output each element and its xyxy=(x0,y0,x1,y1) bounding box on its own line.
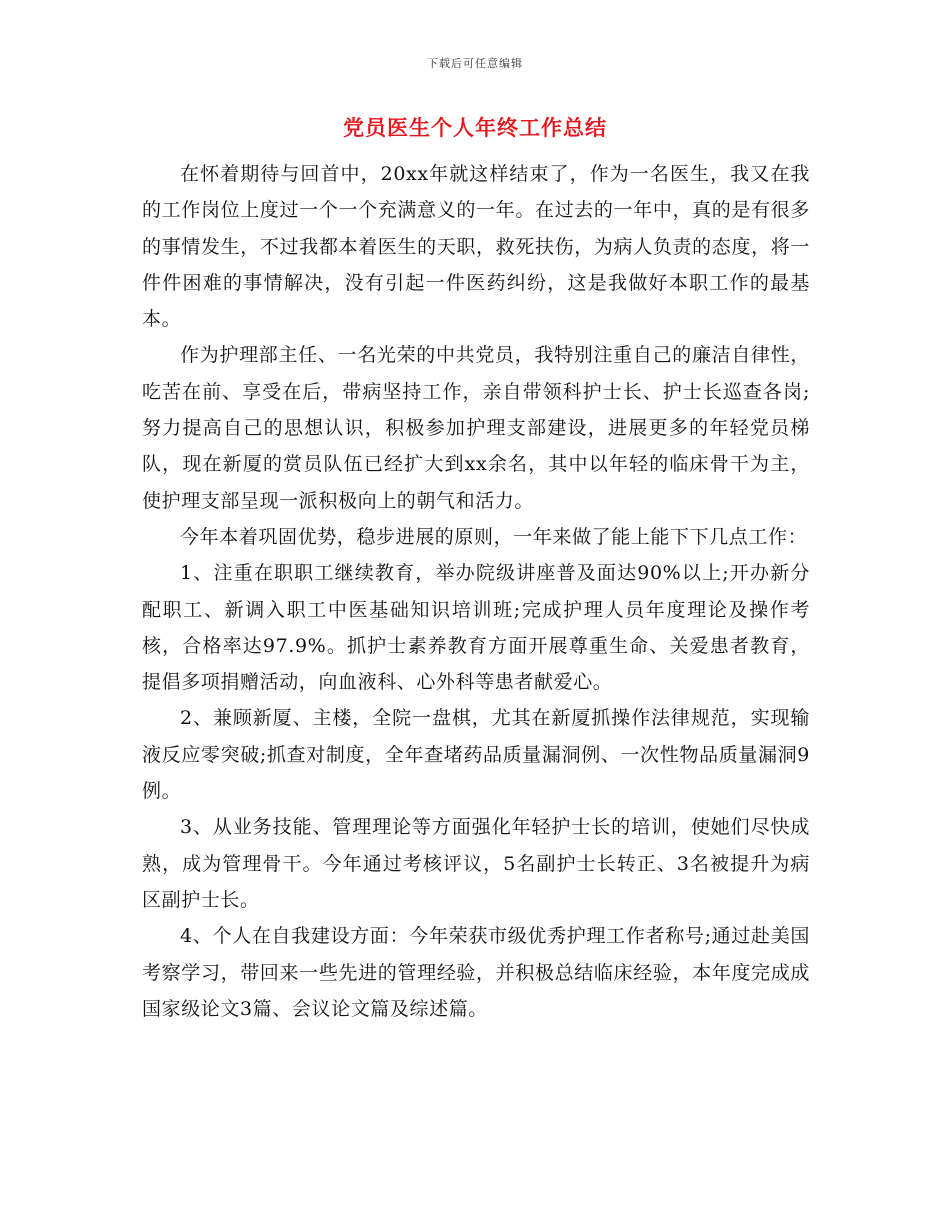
paragraph-work-summary-lead: 今年本着巩固优势，稳步进展的原则，一年来做了能上能下下几点工作： xyxy=(180,525,808,548)
paragraph-item-3: 3、从业务技能、管理理论等方面强化年轻护士长的培训，使她们尽快成熟，成为管理骨干。今年通过考核评议，5名副护士长转正、3名被提升为病区副护士长。 xyxy=(142,816,810,911)
paragraph-item-1: 1、注重在职职工继续教育，举办院级讲座普及面达90%以上;开办新分配职工、新调入职工中医基础知识培训班;完成护理人员年度理论及操作考核，合格率达97.9%。抓护士素养教育方面开展尊重生命、关爱患者教育，提倡多项捐赠活动，向血液科、心外科等患者献爱心。 xyxy=(142,562,810,694)
header-note: 下载后可任意编辑 xyxy=(427,57,523,70)
paragraph-intro: 在怀着期待与回首中，20xx年就这样结束了，作为一名医生，我又在我的工作岗位上度过一个一个充满意义的一年。在过去的一年中，真的是有很多的事情发生，不过我都本着医生的天职，救死扶伤，为病人负责的态度，将一件件困难的事情解决，没有引起一件医药纠纷，这是我做好本职工作的最基本。 xyxy=(142,163,810,331)
document-title: 党员医生个人年终工作总结 xyxy=(343,115,607,140)
document-body xyxy=(142,156,810,1027)
paragraph-item-4: 4、个人在自我建设方面：今年荣获市级优秀护理工作者称号;通过赴美国考察学习，带回来一些先进的管理经验，并积极总结临床经验，本年度完成成国家级论文3篇、会议论文篇及综述篇。 xyxy=(142,925,810,1020)
paragraph-party-member: 作为护理部主任、一名光荣的中共党员，我特别注重自己的廉洁自律性，吃苦在前、享受在后，带病坚持工作，亲自带领科护士长、护士长巡查各岗;努力提高自己的思想认识，积极参加护理支部建设，进展更多的年轻党员梯队，现在新厦的赏员队伍已经扩大到xx余名，其中以年轻的临床骨干为主，使护理支部呈现一派积极向上的朝气和活力。 xyxy=(142,344,810,512)
paragraph-item-2: 2、兼顾新厦、主楼，全院一盘棋，尤其在新厦抓操作法律规范，实现输液反应零突破;抓查对制度，全年查堵药品质量漏洞例、一次性物品质量漏洞9例。 xyxy=(142,707,810,803)
